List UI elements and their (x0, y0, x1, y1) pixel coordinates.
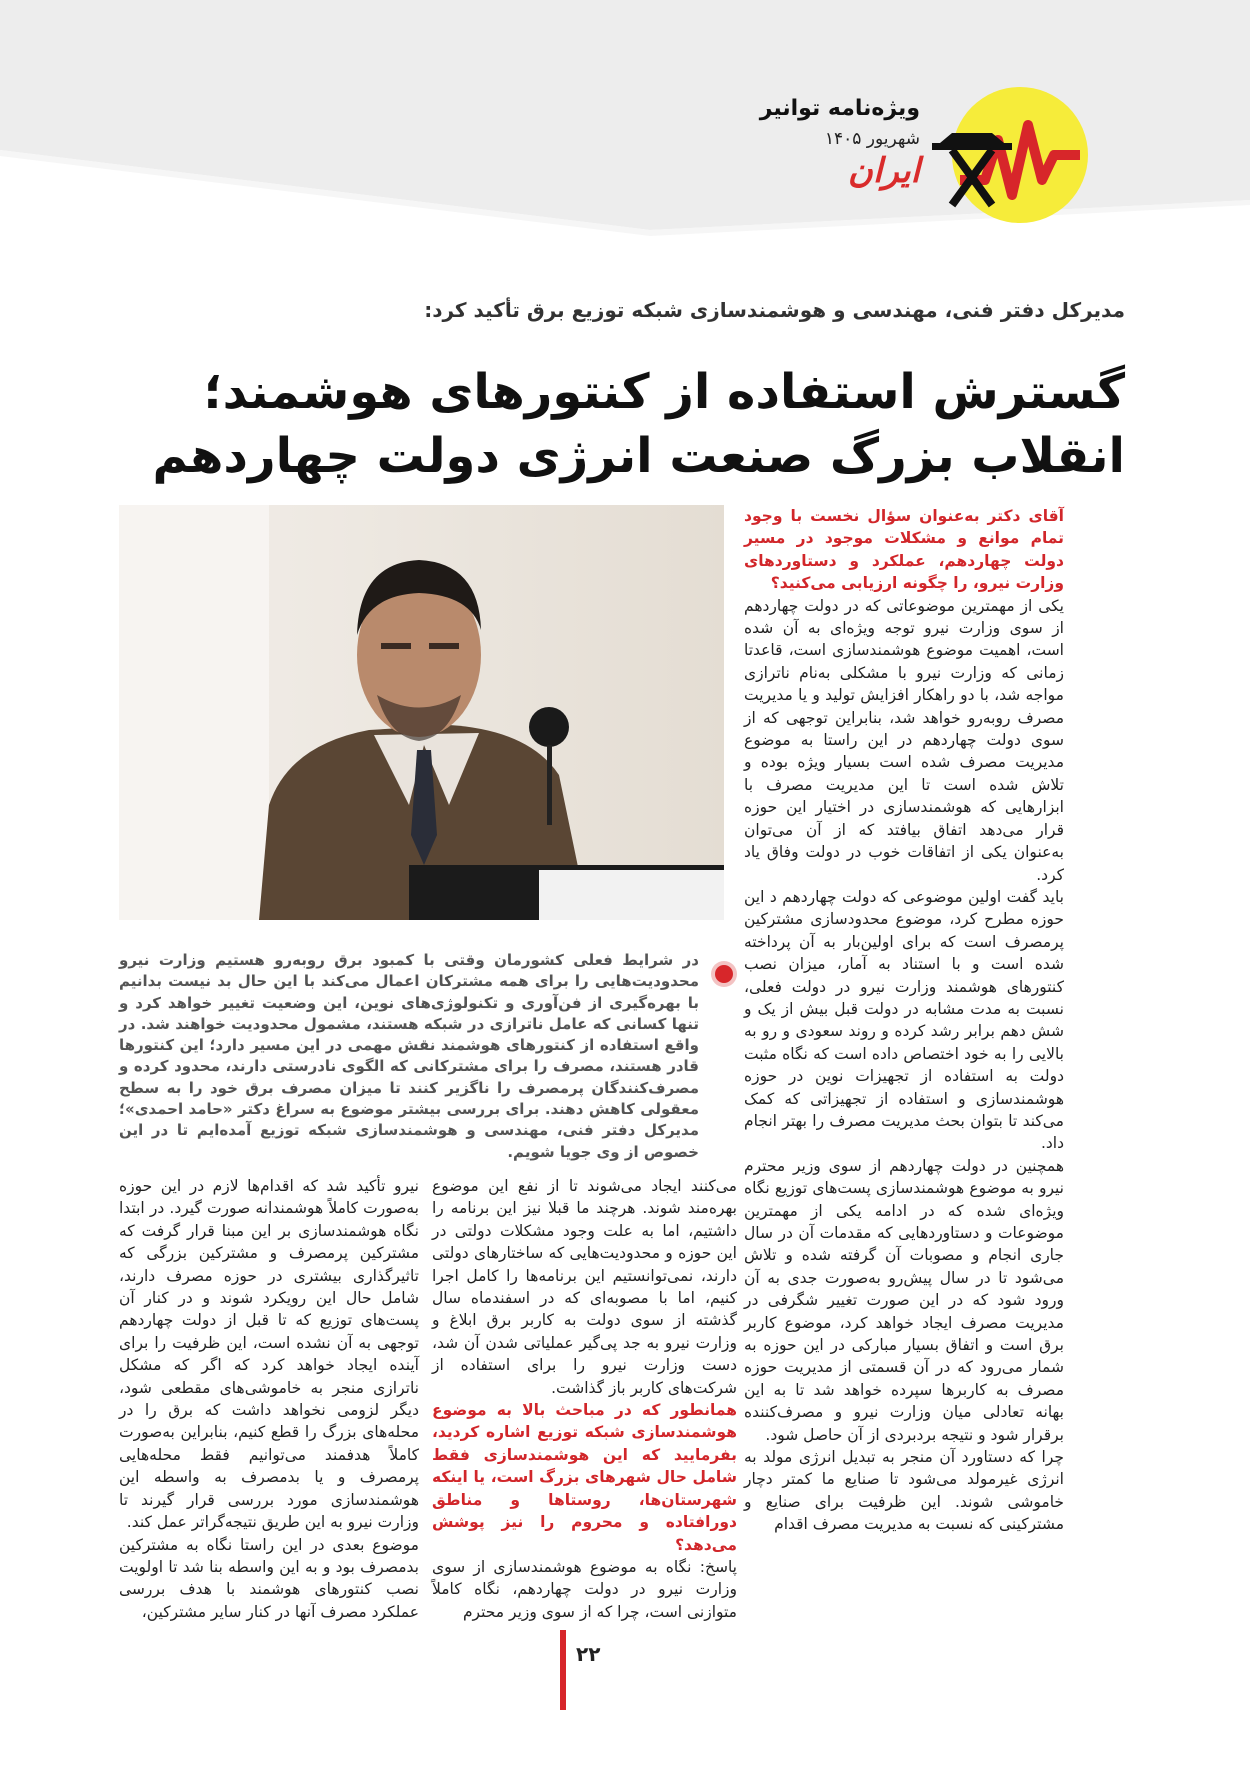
paragraph: نیرو تأکید شد که اقدام‌ها لازم در این حوزه به‌صورت کاملاً هوشمندانه صورت گیرد. در ابتدا نگاه هوشمندسازی بر این مبنا قرار گرفت که مشترکین پرمصرف و مشترکین بزرگی که تاثیرگذاری بیشتری در حوزه مصرف دارند، شامل حال این رویکرد شوند و در کنار آن پست‌های توزیع که تا قبل از دولت چهاردهم توجهی به آن نشده است، این ظرفیت را برای آینده ایجاد خواهد کرد که اگر که مشکل ناترازی منجر به خاموشی‌های مقطعی شود، دیگر لزومی نخواهد داشت که برق را در محله‌های بزرگ را قطع کنیم، بنابراین به‌صورت کاملاً هدفمند می‌توانیم فقط محله‌هایی پرمصرف و یا بدمصرف به واسطه این هوشمندسازی مورد بررسی قرار گیرند تا وزارت نیرو به این طریق نتیجه‌گراتر عمل کند. (119, 1177, 419, 1532)
portrait-photo (119, 505, 724, 920)
column-middle (432, 1175, 737, 1623)
article-subhead: مدیرکل دفتر فنی، مهندسی و هوشمندسازی شبکه توزیع برق تأکید کرد: (424, 298, 1125, 322)
page-number: ۲۲ (576, 1642, 601, 1666)
paragraph: همچنین در دولت چهاردهم از سوی وزیر محترم نیرو به موضوع هوشمندسازی پست‌های توزیع نگاه ویژه‌ای شده که در ادامه یکی از مهمترین موضوعات و دستاوردهایی که مقدمات آن در سال جاری انجام و مصوبات آن گرفته شده و تلاش می‌شود تا در سال پیش‌رو به‌صورت جدی به آن ورود شود که در این صورت تغییر شگرفی در مدیریت مصرف ایجاد خواهد کرد، موضوع کاربر برق است و اتفاق بسیار مبارکی در این حوزه به شمار می‌رود که در آن قسمتی از مدیریت حوزه مصرف به کاربرها سپرده خواهد شد تا به این بهانه تعادلی میان وزارت نیرو و مصرف‌کننده برقرار شود و نتیجه بردبردی از آن حاصل شود. (744, 1156, 1064, 1444)
publication-header (620, 96, 920, 191)
paragraph: یکی از مهمترین موضوعاتی که در دولت چهاردهم از سوی وزارت نیرو توجه ویژه‌ای به آن شده است، اهمیت موضوع هوشمندسازی است، قاعدتا زمانی که وزارت نیرو با مشکلی به‌نام ناترازی مواجه شد، با دو راهکار افزایش تولید و یا مدیریت مصرف روبه‌رو خواهد شد، بنابراین توجهی که از سوی دولت چهاردهم در این راستا به موضوع مدیریت مصرف شده است بسیار ویژه بوده و تلاش شده است تا این مدیریت مصرف با ابزارهایی که هوشمندسازی در اختیار این حوزه قرار می‌دهد اتفاق بیافتد که از آن می‌توان به‌عنوان یکی از اتفاقات خوب در دولت وفاق یاد کرد. (744, 596, 1064, 884)
article-headline (125, 360, 1125, 488)
caption-bullet-icon (715, 965, 733, 983)
column-left (119, 1175, 419, 1623)
column-right (744, 505, 1064, 1536)
tavanir-lightning-logo-icon (930, 85, 1090, 225)
headline-line-1: گسترش استفاده از کنتورهای هوشمند؛ (203, 364, 1125, 420)
question-1: آقای دکتر به‌عنوان سؤال نخست با وجود تمام موانع و مشکلات موجود در مسیر دولت چهاردهم، عملکرد و دستاوردهای وزارت نیرو، را چگونه ارزیابی می‌کنید؟ (744, 507, 1064, 593)
headline-line-2: انقلاب بزرگ صنعت انرژی دولت چهاردهم (152, 428, 1125, 484)
paragraph: چرا که دستاورد آن منجر به تبدیل انرژی مولد به انرژی غیرمولد می‌شود تا صنایع ما کمتر دچار خاموشی شوند. این ظرفیت برای صنایع و مشترکینی که نسبت به مدیریت مصرف اقدام (744, 1448, 1064, 1534)
footer-accent-bar (560, 1630, 566, 1710)
paragraph: باید گفت اولین موضوعی که دولت چهاردهم د این حوزه مطرح کرد، موضوع محدودسازی مشترکین پرمصرف است که برای اولین‌بار به آن پرداخته شده است و با استناد به آمار، میزان نصب کنتورهای هوشمند وزارت نیرو در دولت فعلی، نسبت به مدت مشابه در دولت قبل بیش از یک و شش دهم برابر رشد کرده و روند سعودی و رو به بالایی را به خود اختصاص داده است که نگاه مثبت دولت به استفاده از تجهیزات نوین در حوزه هوشمندسازی و استفاده از تجهیزاتی که کمک می‌کند تا بتوان بحث مدیریت مصرف را بهتر انجام داد. (744, 887, 1064, 1153)
brand-name: ایران (847, 151, 920, 191)
paragraph: پاسخ: نگاه به موضوع هوشمندسازی از سوی وزارت نیرو در دولت چهاردهم، نگاه کاملاً متوازنی است، چرا که از سوی وزیر محترم (432, 1557, 737, 1621)
photo-caption: در شرایط فعلی کشورمان وقتی با کمبود برق روبه‌رو هستیم وزارت نیرو محدودیت‌هایی را برای همه مشترکان اعمال می‌کند با این حال بد نیست بدانیم با بهره‌گیری از فن‌آوری و تکنولوژی‌های نوین، این وضعیت تغییر خواهد کرد و تنها کسانی که عامل ناترازی در شبکه هستند، مشمول محدودیت خواهند شد. در واقع استفاده از کنتورهای هوشمند نقش مهمی در این مسیر دارد؛ این کنتورها قادر هستند، مصرف را برای مشترکانی که الگوی نادرستی دارند، محدود کرده و مصرف‌کنندگان پرمصرف را ناگزیر کنند تا میزان مصرف برق خود را به سطح معقولی کاهش دهند. برای بررسی بیشتر موضوع به سراغ دکتر «حامد احمدی»؛ مدیرکل دفتر فنی، مهندسی و هوشمندسازی شبکه توزیع آمده‌ایم تا در این خصوص از وی جویا شویم. (119, 951, 699, 1161)
paragraph: می‌کنند ایجاد می‌شوند تا از نفع این موضوع بهره‌مند شوند. هرچند ما قبلا نیز این برنامه را داشتیم، اما به علت وجود مشکلات دولتی در این حوزه و محدودیت‌هایی که ساختارهای دولتی دارند، نمی‌توانستیم این برنامه‌ها را کامل اجرا کنیم، اما با مصوبه‌ای که در اسفندماه سال گذشته از سوی دولت به کاربر برق ابلاغ و وزارت نیرو به جد پی‌گیر عملیاتی شدن آن شد، دست وزارت نیرو را برای استفاده از شرکت‌های کاربر باز گذاشت. (432, 1177, 737, 1397)
issue-date: شهریور ۱۴۰۵ (824, 129, 920, 149)
publication-title: ویژه‌نامه توانیر (759, 96, 920, 121)
paragraph: موضوع بعدی در این راستا نگاه به مشترکین بدمصرف بود و به این واسطه بنا شد تا اولویت نصب کنتورهای هوشمند با هدف بررسی عملکرد مصرف آنها در کنار سایر مشترکین، (119, 1535, 419, 1621)
question-2: همانطور که در مباحث بالا به موضوع هوشمندسازی شبکه توزیع اشاره کردید، بفرمایید که این هوشمندسازی فقط شامل حال شهرهای بزرگ است، یا اینکه شهرستان‌ها، روستاها و مناطق دورافتاده و محروم را نیز پوشش می‌دهد؟ (432, 1401, 737, 1554)
